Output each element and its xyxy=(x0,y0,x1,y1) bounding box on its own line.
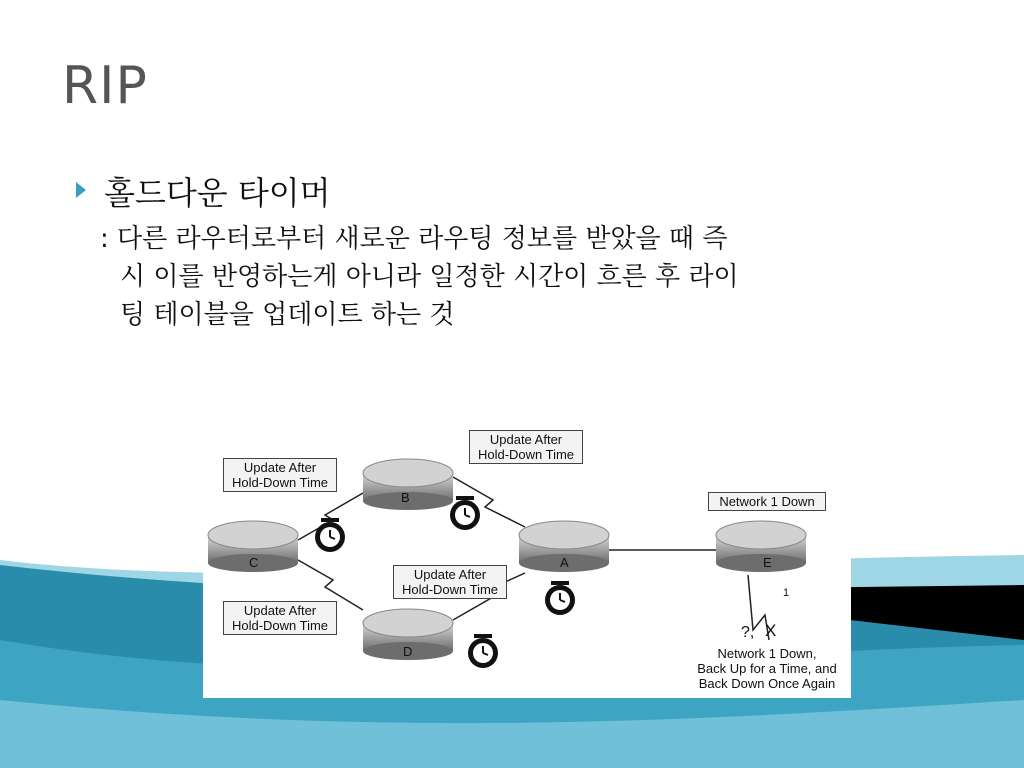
bullet-triangle-icon xyxy=(76,182,86,198)
body-line-1: : 다른 라우터로부터 새로운 라우팅 정보를 받았을 때 즉 xyxy=(100,224,728,254)
body-text xyxy=(100,220,739,334)
alarm-clock-icon xyxy=(468,634,498,668)
router-e xyxy=(716,521,806,572)
holddown-diagram xyxy=(203,425,851,698)
router-label-a: A xyxy=(560,555,569,570)
network-status-caption: Network 1 Down, Back Up for a Time, and Back Down Once Again xyxy=(697,646,837,691)
alarm-clock-icon xyxy=(315,518,345,552)
label-network-down: Network 1 Down xyxy=(708,492,826,511)
label-update-bottom-left: Update After Hold-Down Time xyxy=(223,601,337,635)
alarm-clock-icon xyxy=(450,496,480,530)
bullet-text: 홀드다운 타이머 xyxy=(104,174,331,212)
router-label-e: E xyxy=(763,555,772,570)
alarm-clock-icon xyxy=(545,581,575,615)
router-label-b: B xyxy=(401,490,410,505)
body-line-2: 시 이를 반영하는게 아니라 일정한 시간이 흐른 후 라이 xyxy=(120,262,739,292)
label-update-top-right: Update After Hold-Down Time xyxy=(469,430,583,464)
router-label-c: C xyxy=(249,555,259,570)
label-update-middle: Update After Hold-Down Time xyxy=(393,565,507,599)
slide-title: RIP xyxy=(62,56,148,116)
body-line-3: 팅 테이블을 업데이트 하는 것 xyxy=(120,300,455,330)
router-label-d: D xyxy=(403,644,413,659)
cross-icon: X xyxy=(765,621,777,640)
label-update-top-left: Update After Hold-Down Time xyxy=(223,458,337,492)
question-mark: ?, xyxy=(741,624,755,641)
link-number: 1 xyxy=(783,587,790,599)
